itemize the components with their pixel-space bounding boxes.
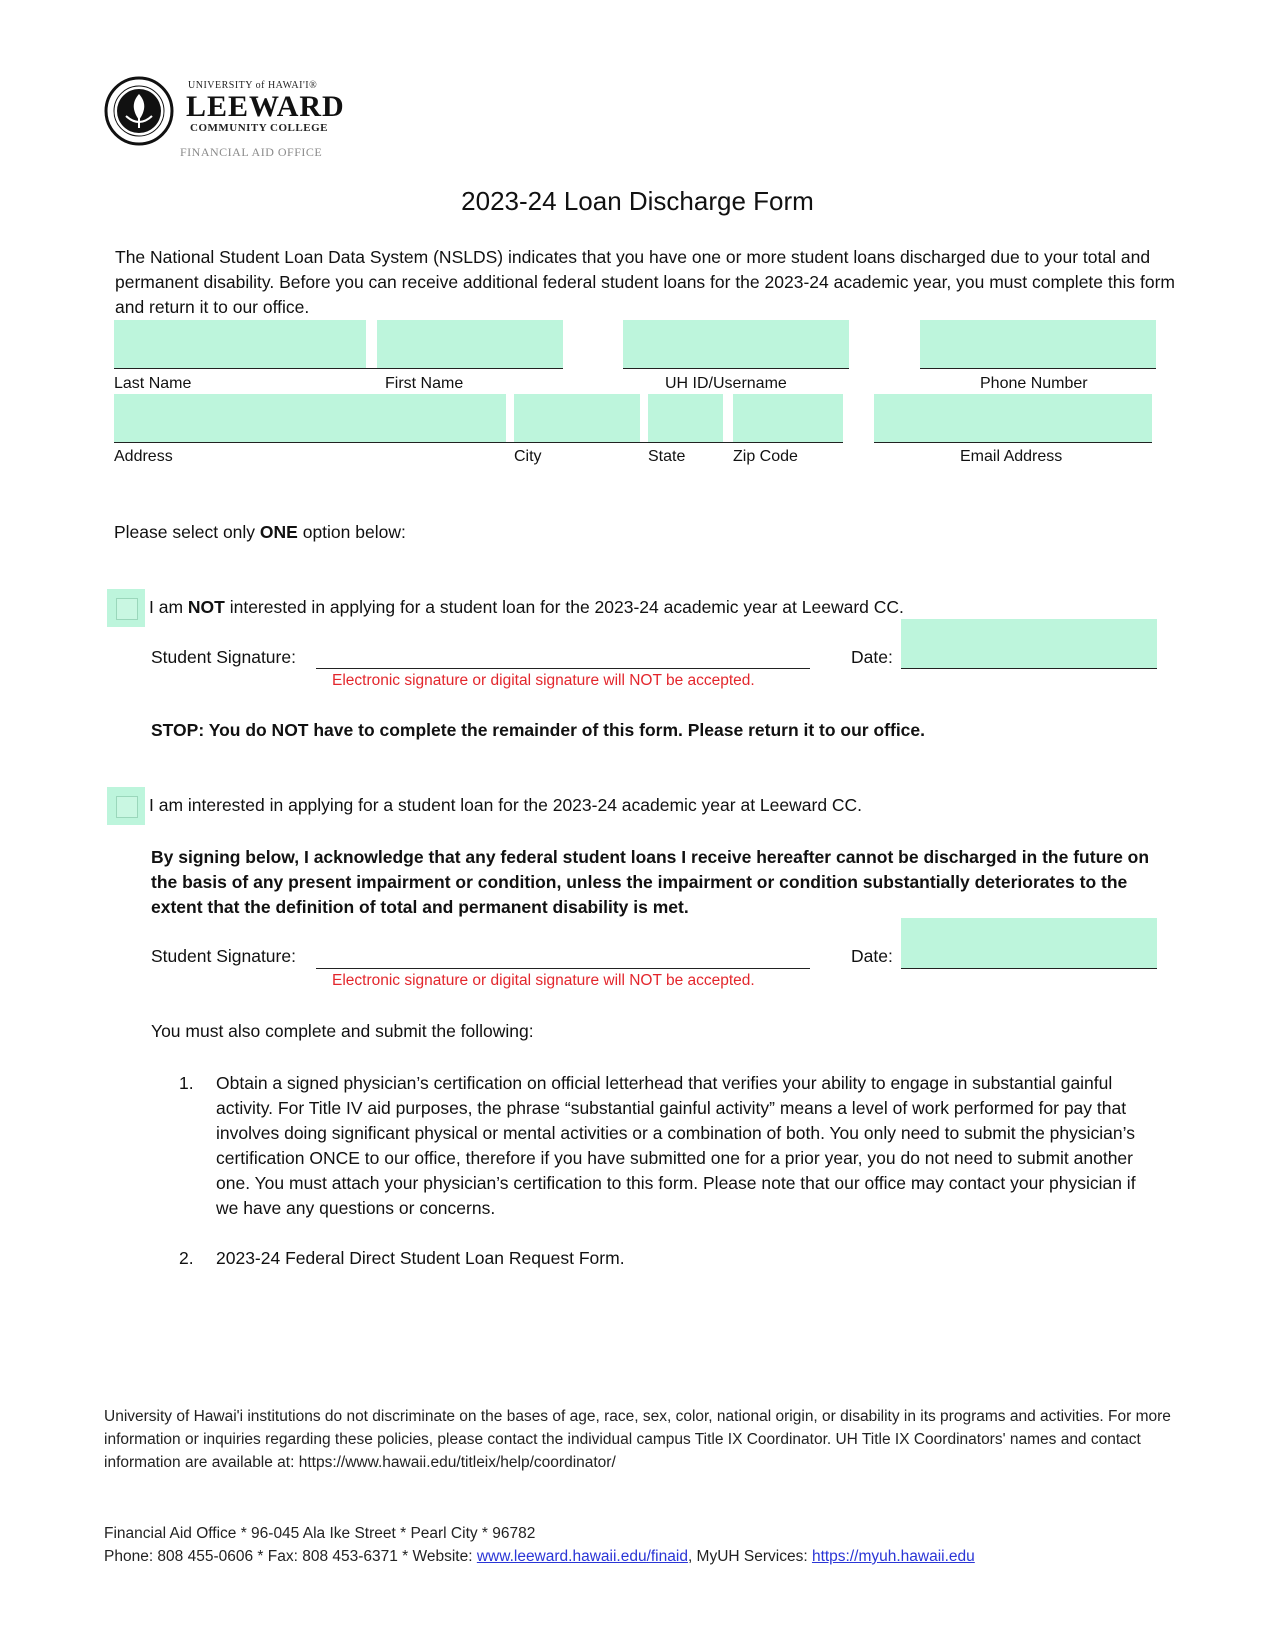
signature-label: Student Signature: [151, 647, 296, 667]
option-interested-checkbox[interactable] [107, 787, 145, 825]
college-name: LEEWARD [186, 90, 345, 123]
signature-label: Student Signature: [151, 946, 296, 966]
phone-field[interactable] [920, 320, 1156, 368]
date-underline [901, 668, 1157, 669]
date-field[interactable] [901, 918, 1157, 968]
uh-id-underline [623, 368, 849, 369]
option-interested-label: I am interested in applying for a student loan for the 2023-24 academic year at Leeward CC. [149, 795, 863, 815]
name-underline [114, 368, 563, 369]
option-not-interested-checkbox[interactable] [107, 589, 145, 627]
first-name-field[interactable] [377, 320, 563, 368]
phone-label: Phone Number [980, 375, 1088, 392]
date-underline [901, 968, 1157, 969]
acknowledgement-text: By signing below, I acknowledge that any federal student loans I receive hereafter cannot be discharged in the future on the basis of any present impairment or condition, unless the impairment or condition substantially deteriorates to the extent that the definition of total and permanent disability is met. [151, 847, 1150, 917]
office-name: FINANCIAL AID OFFICE [180, 145, 323, 159]
list-item: Obtain a signed physician’s certification on official letterhead that verifies your ability to engage in substantial gainful activity. For Title IV aid purposes, the phrase “substantial gainful activity” means a level of work performed for pay that involves doing significant physical or mental activities or a combination of both. You only need to submit the physician’s certification ONCE to our office, therefore if you have submitted one for a prior year, you do not need to submit another one. You must attach your physician’s certification to this form. Please note that our office may contact your physician if we have any questions or concerns. [216, 1073, 1136, 1218]
phone-underline [920, 368, 1156, 369]
zip-code-field[interactable] [733, 394, 843, 442]
address-field[interactable] [114, 394, 506, 442]
college-logo [104, 74, 344, 164]
website-link[interactable]: www.leeward.hawaii.edu/finaid [476, 1548, 688, 1565]
address-label: Address [114, 448, 173, 465]
city-field[interactable] [514, 394, 640, 442]
footer-address: Financial Aid Office * 96-045 Ala Ike Street * Pearl City * 96782 [104, 1525, 536, 1542]
last-name-field[interactable] [114, 320, 366, 368]
state-label: State [648, 448, 686, 465]
zip-code-label: Zip Code [733, 448, 798, 465]
signature-line [316, 668, 810, 669]
university-name: UNIVERSITY of HAWAI'I® [188, 80, 318, 91]
list-item-number: 2. [179, 1248, 194, 1268]
stop-notice: STOP: You do NOT have to complete the remainder of this form. Please return it to our office. [151, 720, 926, 740]
option-not-interested-label: I am NOT interested in applying for a student loan for the 2023-24 academic year at Leeward CC. [149, 597, 904, 617]
address-underline [114, 442, 843, 443]
myuh-link[interactable]: https://myuh.hawaii.edu [811, 1548, 975, 1565]
first-name-label: First Name [385, 375, 464, 392]
uh-id-field[interactable] [623, 320, 849, 368]
also-submit-text: You must also complete and submit the following: [151, 1021, 534, 1041]
date-label: Date: [851, 647, 893, 667]
city-label: City [514, 448, 542, 465]
signature-note: Electronic signature or digital signature will NOT be accepted. [332, 672, 755, 689]
list-item-number: 1. [179, 1073, 194, 1093]
email-label: Email Address [960, 448, 1063, 465]
form-title: 2023-24 Loan Discharge Form [461, 186, 814, 216]
intro-paragraph: The National Student Loan Data System (NSLDS) indicates that you have one or more student loans discharged due to your total and permanent disability. Before you can receive additional federal student loans for the 2023-24 academic year, you must complete this form and return it to our office. [115, 247, 1175, 317]
college-subtitle: COMMUNITY COLLEGE [190, 122, 328, 134]
signature-line [316, 968, 810, 969]
last-name-label: Last Name [114, 375, 192, 392]
list-item: 2023-24 Federal Direct Student Loan Request Form. [216, 1248, 625, 1268]
footer-contact: Phone: 808 455-0606 * Fax: 808 453-6371 * Website: www.leeward.hawaii.edu/finaid, MyUH Services: https://myuh.hawaii.edu [104, 1548, 975, 1565]
signature-note: Electronic signature or digital signature will NOT be accepted. [332, 972, 755, 989]
nondiscrimination-notice: University of Hawai'i institutions do not discriminate on the bases of age, race, sex, color, national origin, or disability in its programs and activities. For more information or inquiries regarding these policies, please contact the individual campus Title IX Coordinator. UH Title IX Coordinators' names and contact information are available at: https://www.hawaii.edu/titleix/help/coordinator/ [104, 1408, 1171, 1471]
date-label: Date: [851, 946, 893, 966]
university-seal-icon [104, 76, 174, 146]
select-prompt: Please select only ONE option below: [114, 522, 406, 542]
date-field[interactable] [901, 619, 1157, 668]
state-field[interactable] [648, 394, 723, 442]
uh-id-label: UH ID/Username [665, 375, 787, 392]
email-field[interactable] [874, 394, 1152, 442]
email-underline [874, 442, 1152, 443]
